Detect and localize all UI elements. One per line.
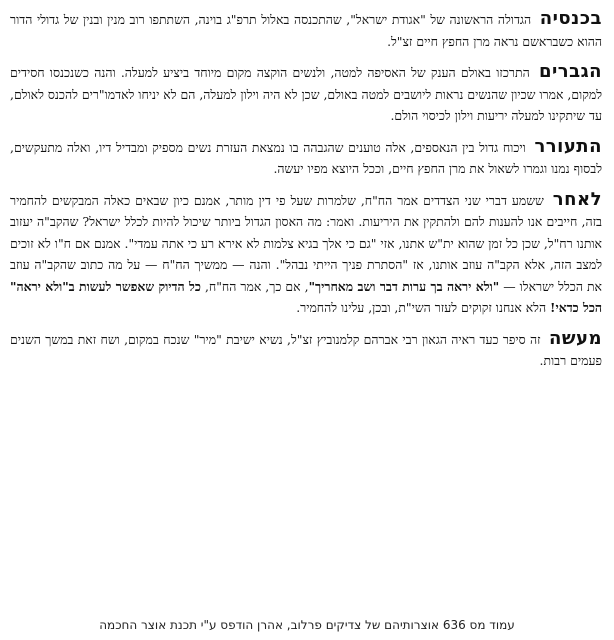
paragraph-story [10,328,602,372]
lead-word: לאחר [552,188,602,210]
paragraph-text: זה סיפר כעד ראיה הגאון רבי אברהם קלמנוביץ זצ"ל, נשיא ישיבת "מיר" שנכח במקום, ושח זאת במשך השנים פעמים רבות. [10,331,602,368]
paragraph-text: הגדולה הראשונה של "אגודת ישראל", שהתכנסה באלול תרפ"ג בוינה, השתתפו רוב מנין ובנין של גדולי הדור ההוא כשבראשם נראה מרן החפץ חיים זצ"ל. [10,12,602,49]
lead-word: מעשה [548,327,602,349]
paragraph-debate [10,136,602,180]
paragraph-text: התרכזו באולם הענק של האסיפה למטה, ולנשים הוקצה מקום מיוחד ביציע למעלה. והנה כשנכנסו חסידים למקום, אמרו שכיון שהנשים נראות ליושבים למטה באולם, שכן לא היה וילון למעלה, הם לא יניחו לאדמו"רים להכנס לאולם, עד שיתקינו למעלה יריעות וילון לכיסוי הולם. [10,65,602,123]
page-footer: עמוד מס 636 אוצרותיהם של צדיקים פרלוב, אהרן הודפס ע"י תכנת אוצר החכמה [99,618,515,632]
paragraph-quote-bold: "ולא יראה בך ערות דבר ושב מאחריך" [308,278,500,294]
paragraph-text: הלא אנחנו זקוקים לעזר השי"ת, ובכן, עלינו להחמיר. [296,300,551,315]
paragraph-text: , אם כך, אמר הח"ח, [200,278,309,294]
paragraph-text: ויכוח גדול בין הנאספים, אלה טוענים שהגבהה בו נמצאת העזרת נשים מספיק ומבדיל דיו, ואלה מתעקשים, לבסוף נמנו וגמרו לשאול את מרן החפץ חיים, וככל היוצא מפיו יעשה. [10,139,602,176]
paragraph-emphasis-bold: כל הדיוק שאפשר לעשות ב"ולא יראה" הכל כדאי! [10,278,602,315]
paragraph-men [10,61,602,127]
lead-word: התעורר [534,135,602,157]
paragraph-text: ששמע דברי שני הצדדים אמר הח"ח, שלמרות שעל פי דין מותר, אמנם כיון שבאים כאלה המבקשים להחמיר בזה, חייבים אנו להענות להם ולהתקין את היריעות. ואמר: מה האסון הגדול ביותר שיכול להיות לכלל ישראל? שהקב"ה יעזוב אותנו רח"ל, שכן כל זמן שהוא ית"ש אתנו, אזי "גם כי אלך בגיא צלמות לא אירא רע כי אתה עמדי". אמנם אם ח"ו לא זוכים למצב הזה, אלא הקב"ה עוזב אותנו, אז "הסתרת פניך הייתי נבהל". והנה — ממשיך הח"ח — על מה כתוב שהקב"ה עוזב את הכלל ישראלו — [10,192,602,294]
paragraph-ruling [10,189,602,319]
lead-word: הגברים [538,61,602,82]
paragraph-convention [10,8,602,52]
lead-word: בכנסיה [539,8,602,29]
